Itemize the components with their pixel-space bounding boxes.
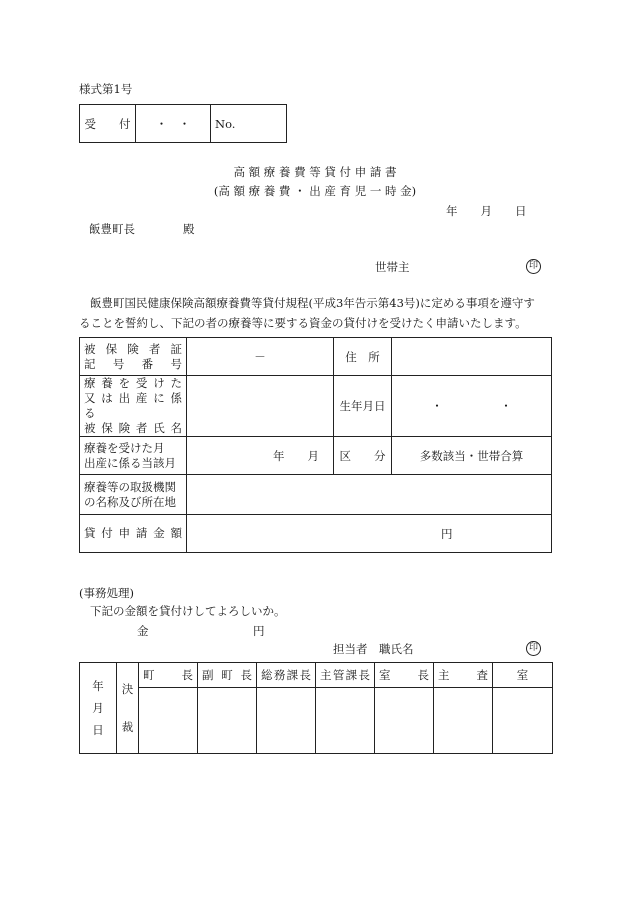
approval-col-office: 室 (493, 663, 553, 688)
approval-col-supervisor: 主 査 (434, 663, 493, 688)
approval-col-office-chief: 室 長 (375, 663, 434, 688)
approval-table (79, 662, 553, 754)
body-text-line2: ることを誓約し、下記の者の療養等に要する資金の貸付けを受けたく申請いたします。 (79, 316, 527, 330)
address-label: 住 所 (334, 338, 392, 376)
addressee-honorific: 殿 (183, 222, 195, 236)
approval-col-section-chief: 主管課長 (316, 663, 375, 688)
staff-label: 担当者 職氏名 (333, 642, 414, 656)
category-value[interactable]: 多数該当・世帯合算 (392, 437, 552, 475)
category-label: 区 分 (334, 437, 392, 475)
applicant-label: 世帯主 (375, 260, 410, 274)
insured-no-label: 被 保 険 者 証 記 号 番 号 (80, 338, 187, 376)
office-heading: (事務処理) (79, 586, 134, 600)
amount-value[interactable]: 円 (187, 515, 552, 553)
approval-col-mayor: 町 長 (139, 663, 198, 688)
form-number: 様式第1号 (79, 82, 133, 96)
approval-date-label: 年 月 日 (80, 663, 117, 754)
patient-label: 療 養 を 受 け た 又 は 出 産 に 係 る 被 保 険 者 氏 名 (80, 376, 187, 437)
applicant-seal-icon: 印 (526, 259, 541, 274)
approval-col-deputy-mayor: 副 町 長 (198, 663, 257, 688)
dob-label: 生年月日 (334, 376, 392, 437)
month-value[interactable]: 年 月 (187, 437, 334, 475)
office-amount-unit: 円 (253, 624, 265, 638)
office-amount-label: 金 (137, 624, 149, 638)
addressee-name: 飯豊町長 (89, 222, 135, 236)
amount-label: 貸 付 申 請 金 額 (80, 515, 187, 553)
institution-label: 療養等の取扱機関 の名称及び所在地 (80, 475, 187, 515)
stamp-cell-section-chief[interactable] (316, 688, 375, 754)
dob-value[interactable]: ・ ・ (392, 376, 552, 437)
receipt-label: 受 付 (80, 105, 136, 143)
receipt-date: ・ ・ (136, 105, 211, 143)
stamp-cell-mayor[interactable] (139, 688, 198, 754)
staff-seal-icon: 印 (526, 641, 541, 656)
stamp-cell-general-affairs[interactable] (257, 688, 316, 754)
application-table (79, 337, 552, 553)
body-text-line1: 飯豊町国民健康保険高額療養費等貸付規程(平成3年告示第43号)に定める事項を遵守す (90, 296, 535, 310)
patient-name-value[interactable] (187, 376, 334, 437)
form-title: 高 額 療 養 費 等 貸 付 申 請 書 (233, 165, 397, 179)
stamp-cell-supervisor[interactable] (434, 688, 493, 754)
stamp-cell-office-chief[interactable] (375, 688, 434, 754)
application-date: 年 月 日 (446, 204, 527, 218)
month-label: 療養を受けた月 出産に係る当該月 (80, 437, 187, 475)
receipt-box (79, 104, 287, 143)
approval-col-general-affairs: 総務課長 (257, 663, 316, 688)
stamp-cell-office[interactable] (493, 688, 553, 754)
institution-value[interactable] (187, 475, 552, 515)
form-subtitle: (高 額 療 養 費 ・ 出 産 育 児 一 時 金) (213, 184, 417, 198)
decision-label: 決 裁 (117, 663, 139, 754)
office-text: 下記の金額を貸付けしてよろしいか。 (90, 604, 286, 618)
address-value[interactable] (392, 338, 552, 376)
insured-no-value[interactable]: － (187, 338, 334, 376)
stamp-cell-deputy-mayor[interactable] (198, 688, 257, 754)
receipt-no: No. (211, 105, 287, 143)
